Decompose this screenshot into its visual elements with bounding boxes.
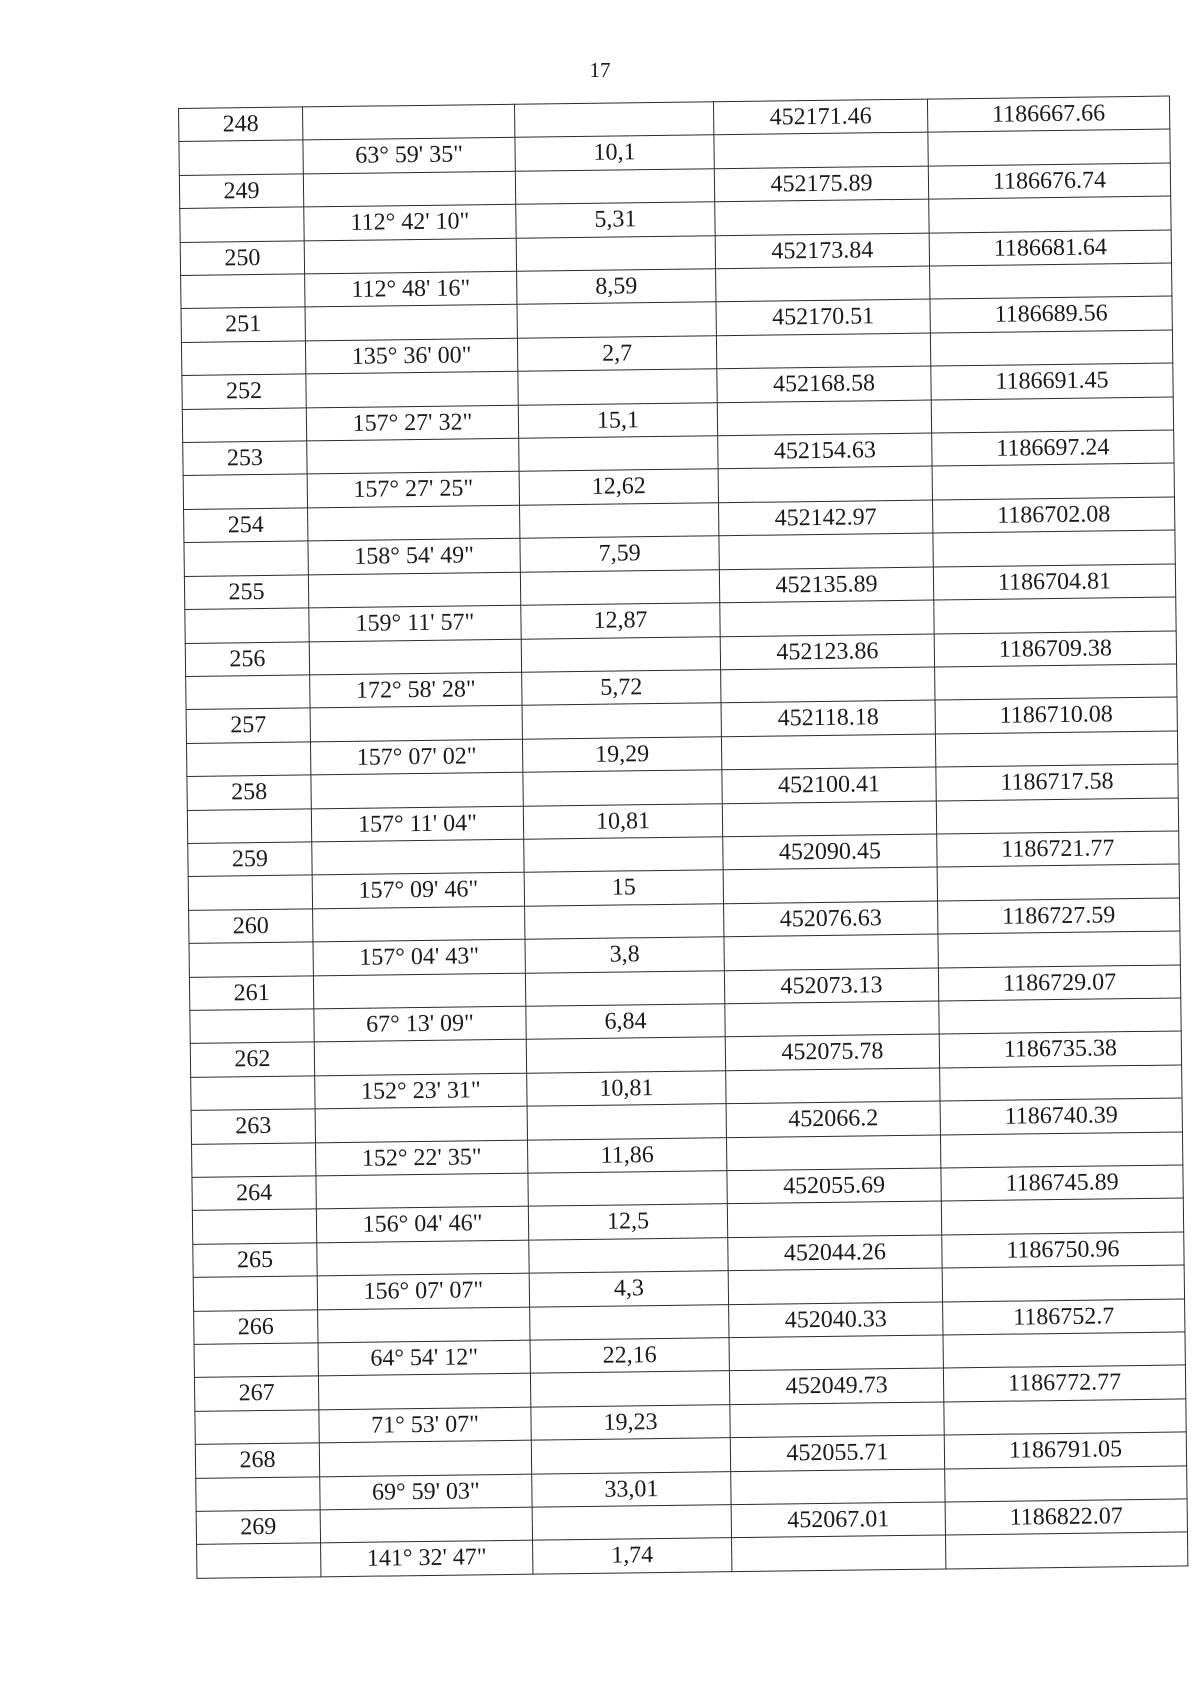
empty-x-cell: [725, 1001, 939, 1037]
distance: 19,29: [522, 736, 721, 772]
empty-x-cell: [728, 1268, 942, 1304]
empty-bearing-cell: [316, 1173, 528, 1209]
empty-y-cell: [945, 1466, 1187, 1502]
y-coordinate: 1186822.07: [945, 1499, 1187, 1535]
empty-bearing-cell: [320, 1507, 532, 1543]
bearing: 69° 59' 03": [320, 1474, 532, 1510]
empty-point-cell: [179, 140, 303, 175]
empty-y-cell: [928, 129, 1170, 165]
empty-point-cell: [196, 1476, 320, 1511]
empty-x-cell: [726, 1068, 940, 1104]
empty-y-cell: [934, 597, 1176, 633]
point-number: 261: [189, 975, 313, 1010]
bearing: 63° 59' 35": [303, 138, 515, 174]
y-coordinate: 1186729.07: [938, 965, 1180, 1001]
point-number: 268: [195, 1443, 319, 1478]
empty-bearing-cell: [310, 706, 522, 742]
coordinates-table-wrapper: [178, 96, 1188, 1579]
point-number: 251: [181, 307, 305, 342]
coordinates-table-body: [179, 96, 1188, 1578]
empty-y-cell: [942, 1265, 1184, 1301]
y-coordinate: 1186704.81: [933, 564, 1175, 600]
empty-x-cell: [721, 734, 935, 770]
point-number: 250: [180, 241, 304, 276]
empty-point-cell: [182, 408, 306, 443]
empty-point-cell: [181, 341, 305, 376]
empty-bearing-cell: [305, 305, 517, 341]
empty-bearing-cell: [311, 772, 523, 808]
point-number: 253: [183, 441, 307, 476]
distance: 12,5: [528, 1204, 727, 1240]
y-coordinate: 1186702.08: [932, 497, 1174, 533]
distance: 10,1: [515, 135, 714, 171]
y-coordinate: 1186689.56: [930, 296, 1172, 332]
distance: 6,84: [526, 1004, 725, 1040]
distance: 12,62: [519, 469, 718, 505]
empty-x-cell: [720, 600, 934, 636]
point-number: 258: [187, 775, 311, 810]
empty-y-cell: [936, 798, 1178, 834]
empty-x-cell: [714, 132, 928, 168]
x-coordinate: 452142.97: [719, 500, 933, 536]
empty-bearing-cell: [307, 438, 519, 474]
x-coordinate: 452135.89: [719, 567, 933, 603]
bearing: 67° 13' 09": [314, 1006, 526, 1042]
point-number: 248: [179, 107, 303, 142]
bearing: 152° 22' 35": [316, 1140, 528, 1176]
empty-point-cell: [185, 608, 309, 643]
empty-point-cell: [194, 1343, 318, 1378]
distance: 8,59: [517, 269, 716, 305]
empty-distance-cell: [524, 837, 723, 873]
distance: 3,8: [525, 937, 724, 973]
x-coordinate: 452075.78: [725, 1034, 939, 1070]
distance: 5,31: [516, 202, 715, 238]
point-number: 266: [194, 1309, 318, 1344]
distance: 15: [524, 870, 723, 906]
x-coordinate: 452040.33: [729, 1302, 943, 1338]
distance: 4,3: [529, 1271, 728, 1307]
x-coordinate: 452175.89: [714, 166, 928, 202]
bearing: 152° 23' 31": [315, 1073, 527, 1109]
empty-bearing-cell: [319, 1440, 531, 1476]
empty-bearing-cell: [308, 505, 520, 541]
empty-bearing-cell: [314, 1040, 526, 1076]
empty-point-cell: [197, 1543, 321, 1578]
empty-point-cell: [183, 474, 307, 509]
bearing: 112° 48' 16": [305, 271, 517, 307]
distance: 1,74: [533, 1538, 732, 1574]
empty-point-cell: [180, 207, 304, 242]
point-number: 264: [192, 1176, 316, 1211]
empty-bearing-cell: [306, 372, 518, 408]
empty-bearing-cell: [317, 1240, 529, 1276]
empty-point-cell: [191, 1076, 315, 1111]
distance: 15,1: [518, 402, 717, 438]
empty-x-cell: [726, 1135, 940, 1171]
distance: 19,23: [531, 1405, 730, 1441]
empty-point-cell: [181, 274, 305, 309]
point-number: 252: [182, 374, 306, 409]
point-number: 260: [189, 909, 313, 944]
empty-bearing-cell: [304, 238, 516, 274]
empty-distance-cell: [527, 1104, 726, 1140]
empty-y-cell: [943, 1332, 1185, 1368]
y-coordinate: 1186750.96: [942, 1232, 1184, 1268]
empty-point-cell: [184, 541, 308, 576]
bearing: 159° 11' 57": [309, 605, 521, 641]
empty-y-cell: [939, 998, 1181, 1034]
bearing: 112° 42' 10": [304, 204, 516, 240]
y-coordinate: 1186745.89: [941, 1165, 1183, 1201]
empty-y-cell: [933, 530, 1175, 566]
y-coordinate: 1186772.77: [943, 1365, 1185, 1401]
empty-distance-cell: [530, 1371, 729, 1407]
point-number: 259: [188, 842, 312, 877]
empty-y-cell: [930, 263, 1172, 299]
empty-x-cell: [722, 801, 936, 837]
empty-y-cell: [932, 463, 1174, 499]
y-coordinate: 1186752.7: [943, 1299, 1185, 1335]
bearing: 157° 09' 46": [312, 873, 524, 909]
empty-distance-cell: [522, 703, 721, 739]
empty-bearing-cell: [313, 906, 525, 942]
empty-point-cell: [195, 1410, 319, 1445]
empty-point-cell: [189, 942, 313, 977]
empty-point-cell: [188, 875, 312, 910]
empty-point-cell: [193, 1276, 317, 1311]
empty-y-cell: [935, 731, 1177, 767]
point-number: 267: [194, 1376, 318, 1411]
x-coordinate: 452044.26: [728, 1235, 942, 1271]
bearing: 156° 04' 46": [316, 1207, 528, 1243]
empty-point-cell: [186, 675, 310, 710]
y-coordinate: 1186791.05: [944, 1432, 1186, 1468]
empty-distance-cell: [532, 1505, 731, 1541]
x-coordinate: 452073.13: [724, 968, 938, 1004]
point-number: 263: [191, 1109, 315, 1144]
bearing: 157° 27' 32": [306, 405, 518, 441]
distance: 10,81: [527, 1070, 726, 1106]
bearing: 157° 04' 43": [313, 939, 525, 975]
x-coordinate: 452090.45: [723, 834, 937, 870]
distance: 22,16: [530, 1338, 729, 1374]
y-coordinate: 1186735.38: [939, 1031, 1181, 1067]
empty-distance-cell: [518, 369, 717, 405]
point-number: 256: [185, 641, 309, 676]
empty-y-cell: [930, 330, 1172, 366]
y-coordinate: 1186667.66: [927, 96, 1169, 132]
empty-distance-cell: [531, 1438, 730, 1474]
empty-x-cell: [719, 533, 933, 569]
bearing: 172° 58' 28": [310, 672, 522, 708]
y-coordinate: 1186727.59: [938, 898, 1180, 934]
y-coordinate: 1186681.64: [929, 230, 1171, 266]
x-coordinate: 452168.58: [717, 366, 931, 402]
point-number: 265: [193, 1243, 317, 1278]
empty-bearing-cell: [308, 572, 520, 608]
x-coordinate: 452076.63: [724, 901, 938, 937]
distance: 5,72: [522, 670, 721, 706]
y-coordinate: 1186709.38: [934, 630, 1176, 666]
empty-y-cell: [940, 1132, 1182, 1168]
empty-distance-cell: [525, 970, 724, 1006]
empty-y-cell: [929, 196, 1171, 232]
x-coordinate: 452170.51: [716, 300, 930, 336]
empty-distance-cell: [514, 102, 713, 138]
empty-x-cell: [716, 266, 930, 302]
empty-y-cell: [944, 1399, 1186, 1435]
empty-distance-cell: [520, 569, 719, 605]
distance: 12,87: [521, 603, 720, 639]
empty-y-cell: [935, 664, 1177, 700]
y-coordinate: 1186676.74: [928, 163, 1170, 199]
empty-distance-cell: [521, 636, 720, 672]
bearing: 157° 27' 25": [307, 472, 519, 508]
empty-distance-cell: [515, 169, 714, 205]
x-coordinate: 452066.2: [726, 1101, 940, 1137]
empty-distance-cell: [528, 1171, 727, 1207]
distance: 2,7: [517, 336, 716, 372]
empty-x-cell: [729, 1335, 943, 1371]
point-number: 254: [184, 508, 308, 543]
empty-bearing-cell: [313, 973, 525, 1009]
empty-bearing-cell: [315, 1106, 527, 1142]
empty-point-cell: [190, 1009, 314, 1044]
y-coordinate: 1186691.45: [931, 363, 1173, 399]
empty-point-cell: [187, 808, 311, 843]
empty-distance-cell: [526, 1037, 725, 1073]
empty-x-cell: [724, 934, 938, 970]
distance: 33,01: [532, 1471, 731, 1507]
empty-x-cell: [727, 1201, 941, 1237]
x-coordinate: 452067.01: [731, 1502, 945, 1538]
empty-distance-cell: [519, 436, 718, 472]
empty-x-cell: [732, 1535, 946, 1571]
distance: 10,81: [523, 803, 722, 839]
empty-x-cell: [715, 199, 929, 235]
y-coordinate: 1186721.77: [937, 831, 1179, 867]
empty-bearing-cell: [312, 839, 524, 875]
y-coordinate: 1186710.08: [935, 697, 1177, 733]
x-coordinate: 452049.73: [729, 1368, 943, 1404]
empty-y-cell: [940, 1065, 1182, 1101]
empty-y-cell: [931, 397, 1173, 433]
empty-bearing-cell: [318, 1374, 530, 1410]
point-number: 249: [179, 174, 303, 209]
bearing: 158° 54' 49": [308, 539, 520, 575]
empty-x-cell: [731, 1469, 945, 1505]
y-coordinate: 1186697.24: [932, 430, 1174, 466]
bearing: 157° 11' 04": [311, 806, 523, 842]
empty-distance-cell: [529, 1237, 728, 1273]
empty-bearing-cell: [309, 639, 521, 675]
empty-y-cell: [945, 1532, 1187, 1568]
empty-bearing-cell: [302, 104, 514, 140]
x-coordinate: 452154.63: [718, 433, 932, 469]
empty-x-cell: [730, 1402, 944, 1438]
point-number: 257: [186, 708, 310, 743]
bearing: 135° 36' 00": [305, 338, 517, 374]
empty-distance-cell: [516, 235, 715, 271]
empty-distance-cell: [525, 903, 724, 939]
empty-bearing-cell: [303, 171, 515, 207]
empty-distance-cell: [517, 302, 716, 338]
empty-x-cell: [723, 867, 937, 903]
empty-distance-cell: [523, 770, 722, 806]
y-coordinate: 1186740.39: [940, 1098, 1182, 1134]
empty-y-cell: [941, 1198, 1183, 1234]
empty-point-cell: [192, 1142, 316, 1177]
point-number: 269: [196, 1510, 320, 1545]
empty-point-cell: [186, 742, 310, 777]
empty-distance-cell: [520, 503, 719, 539]
bearing: 71° 53' 07": [319, 1407, 531, 1443]
x-coordinate: 452055.71: [730, 1435, 944, 1471]
x-coordinate: 452118.18: [721, 700, 935, 736]
distance: 7,59: [520, 536, 719, 572]
empty-x-cell: [716, 333, 930, 369]
bearing: 64° 54' 12": [318, 1340, 530, 1376]
x-coordinate: 452055.69: [727, 1168, 941, 1204]
empty-point-cell: [192, 1209, 316, 1244]
empty-x-cell: [721, 667, 935, 703]
bearing: 141° 32' 47": [321, 1541, 533, 1577]
empty-x-cell: [718, 467, 932, 503]
empty-x-cell: [717, 400, 931, 436]
x-coordinate: 452173.84: [715, 233, 929, 269]
empty-y-cell: [938, 931, 1180, 967]
point-number: 255: [184, 575, 308, 610]
y-coordinate: 1186717.58: [936, 764, 1178, 800]
coordinates-table: [178, 96, 1188, 1579]
empty-distance-cell: [530, 1304, 729, 1340]
bearing: 157° 07' 02": [310, 739, 522, 775]
empty-y-cell: [937, 864, 1179, 900]
x-coordinate: 452100.41: [722, 767, 936, 803]
page-number: 17: [589, 58, 611, 82]
empty-bearing-cell: [318, 1307, 530, 1343]
distance: 11,86: [527, 1137, 726, 1173]
point-number: 262: [190, 1042, 314, 1077]
bearing: 156° 07' 07": [317, 1273, 529, 1309]
x-coordinate: 452171.46: [713, 99, 927, 135]
x-coordinate: 452123.86: [720, 634, 934, 670]
